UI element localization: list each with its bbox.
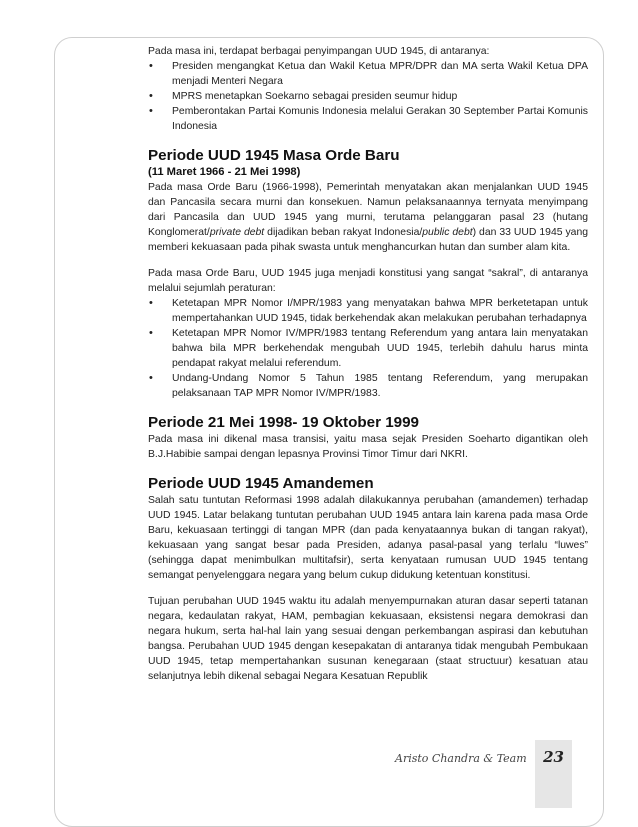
amandemen-paragraph-1: Salah satu tuntutan Reformasi 1998 adalah dilakukannya perubahan (amandemen) terhadap UUD 1945. Latar belakang tuntutan perubahan UUD 1945 antara lain karena pada masa Orde Baru, kekuasaan tertinggi di tangan MPR (dan pada kenyataannya bukan di tangan rakyat), kekuasaan yang sangat besar pada Presiden, adanya pasal-pasal yang terlalu “luwes” (sehingga dapat menimbulkan multitafsir), serta kenyataan rumusan UUD 1945 tentang semangat penyelenggara negara yang belum cukup didukung ketentuan konstitusi.: [148, 495, 588, 581]
bullet-icon: •: [149, 90, 153, 102]
section-dates: (11 Maret 1966 - 21 Mei 1998): [148, 166, 301, 178]
section-heading-transisi: Periode 21 Mei 1998- 19 Oktober 1999: [148, 414, 419, 431]
bullet-icon: •: [149, 297, 153, 309]
section-heading-orde-baru: Periode UUD 1945 Masa Orde Baru: [148, 147, 400, 164]
intro-lead: Pada masa ini, terdapat berbagai penyimpangan UUD 1945, di antaranya:: [148, 46, 490, 57]
list-item: • Undang-Undang Nomor 5 Tahun 1985 tentang Referendum, yang merupakan pelaksanaan TAP MPR Nomor IV/MPR/1983.: [149, 372, 588, 399]
orde-baru-bullet-list: [148, 296, 588, 401]
bullet-icon: •: [149, 105, 153, 117]
page-number-tab: [535, 740, 572, 808]
intro-bullet-list: [148, 59, 588, 134]
orde-baru-paragraph-2: Pada masa Orde Baru, UUD 1945 juga menjadi konstitusi yang sangat “sakral”, di antaranya melalui sejumlah peraturan:: [148, 268, 588, 294]
page-number: 23: [543, 748, 564, 766]
bullet-icon: •: [149, 60, 153, 72]
amandemen-paragraph-2: Tujuan perubahan UUD 1945 waktu itu adalah menyempurnakan aturan dasar seperti tatanan negara, kedaulatan rakyat, HAM, pembagian kekuasaan, eksistensi negara demokrasi dan negara hukum, serta hal-hal lain yang sesuai dengan perkembangan aspirasi dan kebutuhan bangsa. Perubahan UUD 1945 dengan kesepakatan di antaranya tidak mengubah Pembukaan UUD 1945, tetap mempertahankan susunan kenegaraan (staat structuur) kesatuan atau selanjutnya lebih dikenal sebagai Negara Kesatuan Republik: [148, 596, 588, 682]
list-item: • Pemberontakan Partai Komunis Indonesia melalui Gerakan 30 September Partai Komunis Indonesia: [149, 105, 588, 132]
list-item: • MPRS menetapkan Soekarno sebagai presiden seumur hidup: [149, 90, 458, 102]
page-body: [148, 44, 588, 684]
list-item: • Ketetapan MPR Nomor IV/MPR/1983 tentang Referendum yang antara lain menyatakan bahwa bila MPR berkehendak mengubah UUD 1945, terlebih dahulu harus minta pendapat rakyat melalui referendum.: [149, 327, 588, 369]
section-heading-amandemen: Periode UUD 1945 Amandemen: [148, 475, 374, 492]
bullet-icon: •: [149, 372, 153, 384]
footer-author: Aristo Chandra & Team: [395, 752, 527, 765]
orde-baru-paragraph-1: Pada masa Orde Baru (1966-1998), Pemerintah menyatakan akan menjalankan UUD 1945 dan Pancasila secara murni dan konsekuen. Namun pelaksanaannya ternyata menyimpang dari Pancasila dan UUD 1945 yang murni, terutama pelanggaran pasal 23 (hutang Konglomerat/private debt dijadikan beban rakyat Indonesia/public debt) dan 33 UUD 1945 yang memberi kekuasaan pada pihak swasta untuk menghancurkan hutan dan sumber alam kita.: [148, 182, 589, 253]
transisi-paragraph: Pada masa ini dikenal masa transisi, yaitu masa sejak Presiden Soeharto digantikan oleh B.J.Habibie sampai dengan lepasnya Provinsi Timor Timur dari NKRI.: [148, 434, 588, 460]
list-item: • Ketetapan MPR Nomor I/MPR/1983 yang menyatakan bahwa MPR berketetapan untuk mempertahankan UUD 1945, tidak berkehendak akan melakukan perubahan terhadapnya: [149, 297, 588, 324]
bullet-icon: •: [149, 327, 153, 339]
list-item: • Presiden mengangkat Ketua dan Wakil Ketua MPR/DPR dan MA serta Wakil Ketua DPA menjadi Menteri Negara: [149, 60, 588, 87]
